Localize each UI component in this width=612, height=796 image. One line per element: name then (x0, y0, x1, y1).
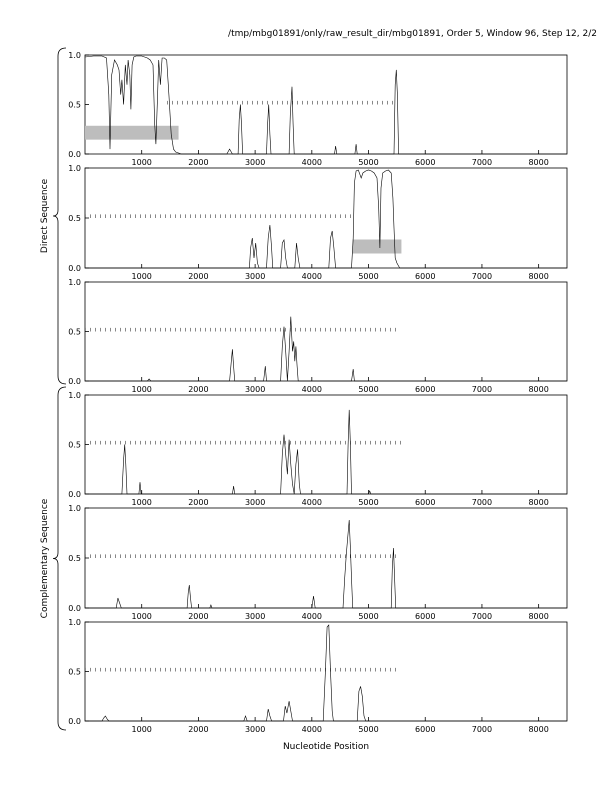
group-label-complementary: Complementary Sequence (40, 498, 50, 619)
x-tick-label: 6000 (415, 612, 436, 621)
y-tick-label: 1.0 (68, 391, 81, 400)
panel-5 (68, 504, 567, 621)
x-tick-label: 8000 (528, 612, 549, 621)
x-tick-label: 1000 (131, 498, 152, 507)
x-tick-label: 1000 (131, 612, 152, 621)
x-axis-label: Nucleotide Position (282, 742, 370, 752)
x-tick-label: 4000 (301, 612, 323, 621)
x-tick-label: 5000 (358, 385, 379, 394)
y-tick-label: 0.5 (68, 100, 81, 110)
y-tick-label: 0.5 (68, 214, 81, 223)
bracket-complementary (53, 387, 66, 730)
orf-box (353, 240, 402, 254)
x-tick-label: 5000 (358, 272, 379, 281)
y-tick-label: 0.5 (68, 327, 81, 337)
orf-box (85, 126, 179, 140)
y-tick-label: 0.0 (68, 150, 81, 159)
y-tick-label: 1.0 (68, 618, 81, 627)
x-tick-label: 5000 (358, 612, 379, 621)
x-tick-label: 8000 (528, 385, 549, 394)
x-tick-label: 8000 (528, 158, 549, 167)
x-tick-label: 6000 (415, 158, 436, 167)
x-tick-label: 7000 (471, 498, 493, 507)
x-tick-label: 3000 (244, 498, 266, 507)
y-tick-label: 0.0 (68, 604, 81, 613)
x-tick-label: 3000 (244, 272, 266, 281)
y-tick-label: 1.0 (68, 504, 81, 513)
coding-probability-curve (85, 625, 567, 721)
x-tick-label: 4000 (301, 725, 323, 734)
y-tick-label: 0.0 (68, 490, 81, 499)
x-tick-label: 6000 (415, 725, 436, 734)
x-tick-label: 2000 (188, 612, 209, 621)
x-tick-label: 7000 (471, 612, 493, 621)
x-tick-label: 7000 (471, 272, 493, 281)
y-tick-label: 1.0 (68, 278, 81, 287)
x-tick-label: 2000 (188, 272, 209, 281)
panels (68, 51, 567, 734)
x-tick-label: 8000 (528, 272, 549, 281)
panel-1 (68, 51, 567, 167)
panel-2 (68, 164, 567, 281)
x-tick-label: 3000 (244, 725, 266, 734)
panel-frame (85, 508, 567, 608)
y-tick-label: 0.5 (68, 440, 81, 450)
x-tick-label: 6000 (415, 385, 436, 394)
panel-4 (68, 391, 567, 507)
x-tick-label: 6000 (415, 498, 436, 507)
y-tick-label: 0.5 (68, 667, 81, 677)
x-tick-label: 4000 (301, 385, 323, 394)
x-tick-label: 2000 (188, 725, 209, 734)
coding-probability-curve (85, 520, 567, 608)
x-tick-label: 3000 (244, 158, 266, 167)
x-tick-label: 5000 (358, 498, 379, 507)
x-tick-label: 1000 (131, 158, 152, 167)
chart-title: /tmp/mbg01891/only/raw_result_dir/mbg01891, Order 5, Window 96, Step 12, 2/2 (228, 29, 597, 39)
y-tick-label: 0.0 (68, 377, 81, 386)
x-tick-label: 1000 (131, 272, 152, 281)
panel-frame (85, 282, 567, 381)
x-tick-label: 8000 (528, 725, 549, 734)
x-tick-label: 2000 (188, 385, 209, 394)
x-tick-label: 4000 (301, 158, 323, 167)
x-tick-label: 7000 (471, 158, 493, 167)
group-brackets (53, 48, 66, 730)
panel-6 (68, 618, 567, 734)
panel-frame (85, 168, 567, 268)
x-tick-label: 5000 (358, 158, 379, 167)
y-tick-label: 0.5 (68, 554, 81, 563)
bracket-direct (53, 48, 66, 384)
y-tick-label: 1.0 (68, 51, 81, 60)
panel-3 (68, 278, 567, 394)
x-tick-label: 3000 (244, 612, 266, 621)
x-tick-label: 7000 (471, 725, 493, 734)
x-tick-label: 5000 (358, 725, 379, 734)
x-tick-label: 2000 (188, 158, 209, 167)
x-tick-label: 4000 (301, 272, 323, 281)
x-tick-label: 3000 (244, 385, 266, 394)
panel-frame (85, 395, 567, 494)
y-tick-label: 0.0 (68, 717, 81, 726)
x-tick-label: 2000 (188, 498, 209, 507)
panel-frame (85, 622, 567, 721)
group-label-direct: Direct Sequence (40, 178, 50, 254)
x-tick-label: 8000 (528, 498, 549, 507)
y-tick-label: 1.0 (68, 164, 81, 173)
coding-probability-curve (85, 170, 567, 268)
y-tick-label: 0.0 (68, 264, 81, 273)
x-tick-label: 1000 (131, 725, 152, 734)
coding-probability-curve (85, 317, 567, 381)
x-tick-label: 4000 (301, 498, 323, 507)
x-tick-label: 7000 (471, 385, 493, 394)
coding-probability-curve (85, 410, 567, 494)
x-tick-label: 1000 (131, 385, 152, 394)
x-tick-label: 6000 (415, 272, 436, 281)
